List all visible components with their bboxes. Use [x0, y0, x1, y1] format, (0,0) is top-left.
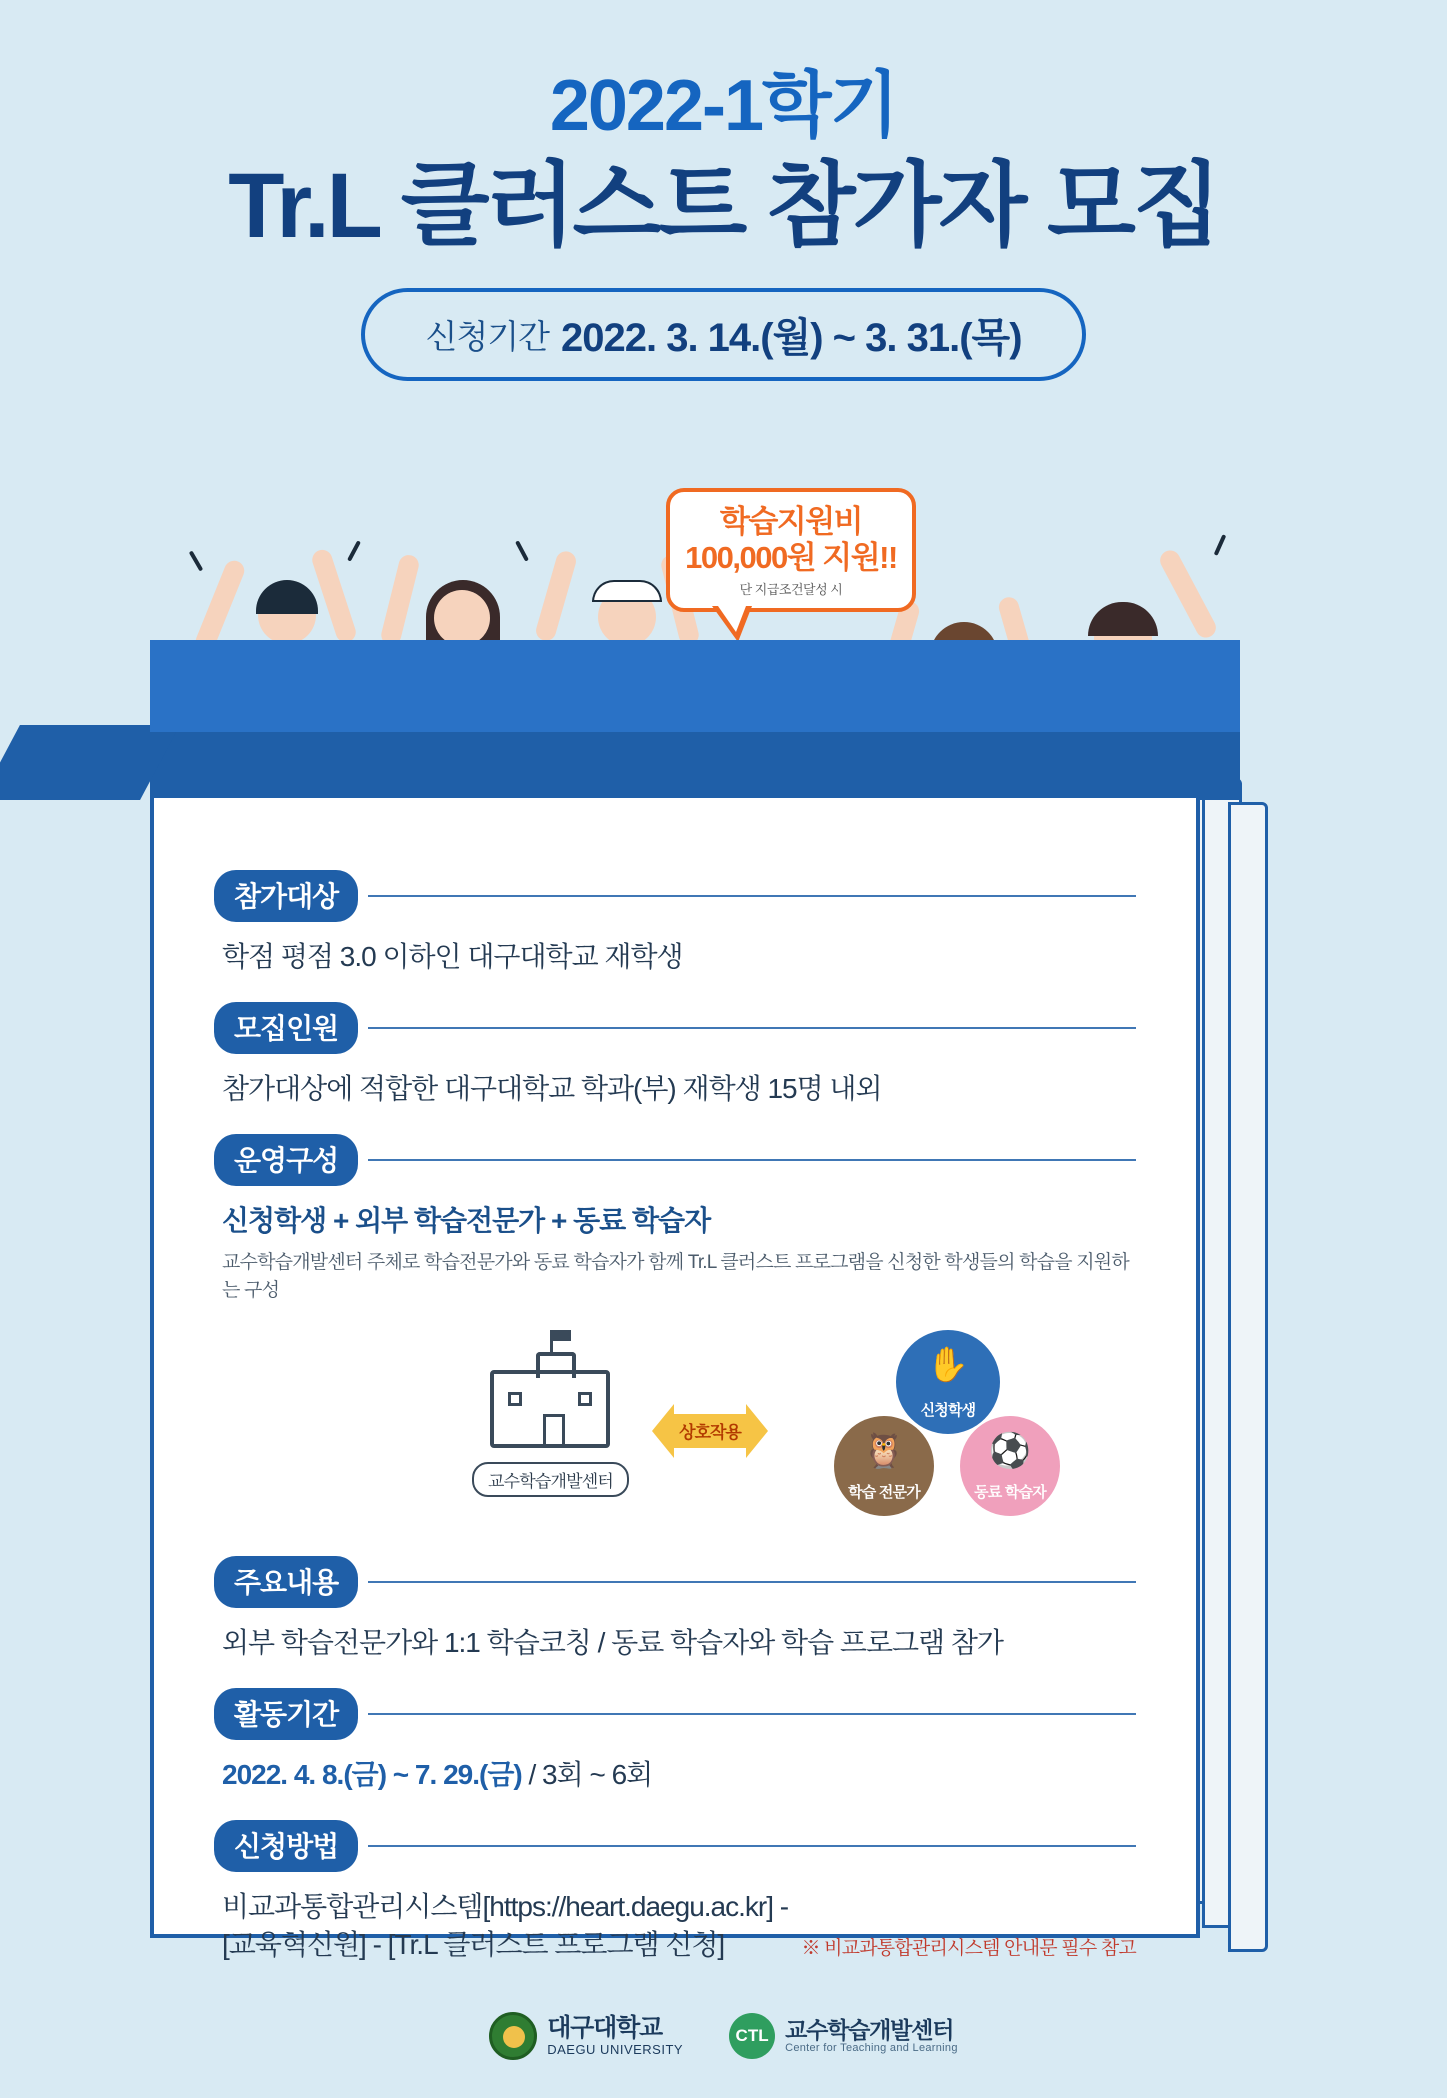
section-tag: 운영구성	[214, 1134, 358, 1186]
support-fund-callout	[666, 488, 916, 612]
section-tag: 모집인원	[214, 1002, 358, 1054]
node-applicant-label: 신청학생	[920, 1402, 976, 1420]
section-contents-text: 외부 학습전문가와 1:1 학습코칭 / 동료 학습자와 학습 프로그램 참가	[222, 1627, 1003, 1659]
callout-line-1: 학습지원비	[719, 504, 863, 539]
university-name-kr: 대구대학교	[547, 2014, 662, 2043]
book-cover-top	[150, 640, 1240, 800]
section-tag: 주요내용	[214, 1556, 358, 1608]
section-capacity-text: 참가대상에 적합한 대구대학교 학과(부) 재학생 15명 내외	[222, 1072, 882, 1104]
node-expert	[834, 1416, 934, 1516]
section-target-text: 학점 평점 3.0 이하인 대구대학교 재학생	[222, 941, 683, 972]
ctl-name-kr: 교수학습개발센터	[785, 2016, 954, 2043]
section-how-to-apply	[214, 1820, 1136, 1964]
page-title: Tr.L 클러스트 참가자 모집	[228, 155, 1219, 257]
node-peer-label: 동료 학습자	[974, 1484, 1046, 1502]
ctl-logo	[729, 2013, 958, 2059]
section-structure-note: 교수학습개발센터 주체로 학습전문가와 동료 학습자가 함께 Tr.L 클러스트 프로그램을 신청한 학생들의 학습을 지원하는 구성	[222, 1252, 1129, 1301]
section-divider	[368, 1027, 1136, 1029]
poster-header	[0, 0, 1447, 381]
section-divider	[368, 1713, 1136, 1715]
ctl-badge-icon: CTL	[729, 2013, 775, 2059]
node-peer	[960, 1416, 1060, 1516]
info-card	[150, 798, 1200, 1960]
section-capacity	[214, 1002, 1136, 1108]
university-logo	[489, 2012, 683, 2060]
section-divider	[368, 1159, 1136, 1161]
interaction-arrow-icon	[652, 1404, 768, 1458]
callout-footnote: 단 지급조건달성 시	[739, 582, 843, 598]
application-period-badge	[361, 288, 1085, 381]
interaction-diagram	[222, 1330, 1136, 1530]
footer-logos	[0, 2012, 1447, 2060]
application-period-dates: 2022. 3. 14.(월) ~ 3. 31.(목)	[561, 315, 1022, 360]
section-contents	[214, 1556, 1136, 1662]
section-tag: 참가대상	[214, 870, 358, 922]
section-structure-text: 신청학생 + 외부 학습전문가 + 동료 학습자	[222, 1204, 711, 1236]
interaction-arrow-label: 상호작용	[679, 1423, 741, 1443]
section-tag: 활동기간	[214, 1688, 358, 1740]
section-divider	[368, 895, 1136, 897]
school-building-icon	[490, 1370, 610, 1448]
section-duration-sessions: / 3회 ~ 6회	[521, 1759, 653, 1791]
node-expert-label: 학습 전문가	[848, 1484, 920, 1502]
section-duration	[214, 1688, 1136, 1794]
hand-icon: ✋	[926, 1346, 970, 1385]
section-tag: 신청방법	[214, 1820, 358, 1872]
node-applicant	[896, 1330, 1000, 1434]
callout-tail-inner	[718, 606, 746, 632]
section-apply-text[interactable]: 비교과통합관리시스템[https://heart.daegu.ac.kr] - [교육혁신원] - [Tr.L 클러스트 프로그램 신청]	[222, 1891, 789, 1960]
callout-line-2: 100,000원 지원!!	[685, 539, 897, 575]
ctl-node	[472, 1348, 629, 1497]
section-divider	[368, 1581, 1136, 1583]
ctl-name-en: Center for Teaching and Learning	[785, 2042, 958, 2055]
section-structure	[214, 1134, 1136, 1531]
university-seal-icon	[489, 2012, 537, 2060]
application-period-label: 신청기간	[425, 317, 549, 355]
ctl-node-label: 교수학습개발센터	[472, 1462, 629, 1497]
owl-icon: 🦉	[862, 1432, 906, 1471]
ball-icon: ⚽	[988, 1432, 1032, 1471]
section-apply-note: ※ 비교과통합관리시스템 안내문 필수 참고	[801, 1937, 1136, 1959]
section-target	[214, 870, 1136, 976]
participants-group	[818, 1330, 1078, 1530]
semester-year: 2022-1학기	[549, 66, 898, 146]
section-divider	[368, 1845, 1136, 1847]
university-name-en: DAEGU UNIVERSITY	[547, 2041, 684, 2057]
book-illustration	[0, 640, 1447, 1970]
section-duration-dates: 2022. 4. 8.(금) ~ 7. 29.(금)	[222, 1759, 522, 1791]
